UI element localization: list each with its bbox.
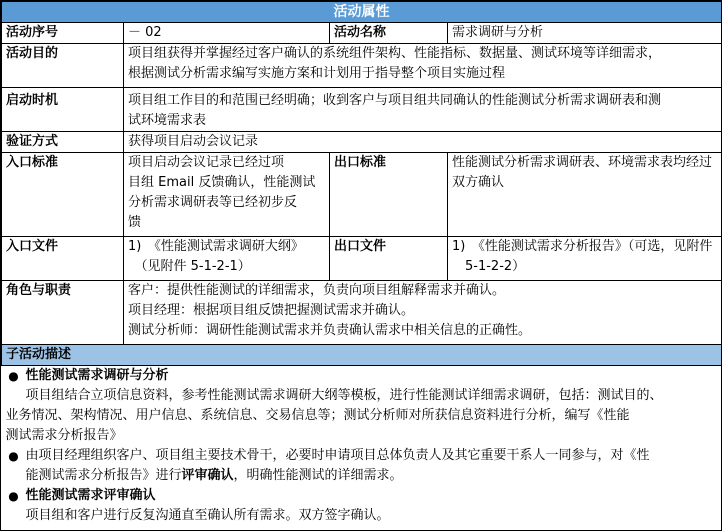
- sub-activity-line: 项目组结合立项信息资料，参考性能测试需求调研大纲等模板，进行性能测试详细需求调研，包括：测试目的、: [25, 388, 663, 403]
- role-line: 客户：提供性能测试的详细需求，负责向项目组解释需求并确认。: [128, 283, 506, 298]
- entry-criteria-value: [124, 153, 330, 237]
- sub-activity-title: 性能测试需求调研与分析: [25, 368, 169, 383]
- sub-activity-text: 由项目经理组织客户、项目组主要技术骨干，必要时申请项目总体负责人及其它重要干系人一同参与，对《性: [25, 448, 650, 463]
- seq-label: 活动序号: [2, 23, 124, 44]
- entry-criteria-label: 入口标准: [2, 153, 124, 237]
- start-line: 试环境需求表: [128, 113, 207, 128]
- sub-activity-line: [2, 466, 722, 486]
- sub-activity-item: [2, 446, 722, 466]
- sub-activity-item: [2, 486, 722, 506]
- verify-value: 获得项目启动会议记录: [124, 132, 722, 153]
- sub-activity-line: 业务情况、架构情况、用户信息、系统信息、交易信息等；测试分析师对所获信息资料进行分析，编写《性能: [5, 408, 630, 423]
- bullet-icon: ●: [8, 449, 19, 463]
- exit-criteria-value: [448, 153, 722, 237]
- purpose-value: [124, 44, 722, 88]
- sub-activity-line: 项目组和客户进行反复沟通直至确认所有需求。双方签字确认。: [25, 508, 390, 523]
- entry-line: 分析需求调研表等已经初步反: [128, 195, 298, 210]
- exit-line: 双方确认: [452, 175, 505, 190]
- activity-name-value: 需求调研与分析: [448, 23, 722, 44]
- entry-line: 项目启动会议记录已经过项: [128, 155, 285, 170]
- role-line: 测试分析师：调研性能测试需求并负责确认需求中相关信息的正确性。: [128, 323, 532, 338]
- entry-files-label: 入口文件: [2, 237, 124, 281]
- exit-file-line: 5-1-2-2）: [452, 259, 526, 274]
- start-line: 项目组工作目的和范围已经明确；收到客户与项目组共同确认的性能测试分析需求调研表和测: [128, 93, 662, 108]
- entry-file-line: （见附件 5-1-2-1）: [128, 259, 251, 274]
- bullet-icon: ●: [8, 489, 19, 503]
- start-value: [124, 88, 722, 132]
- exit-line: 性能测试分析需求调研表、环境需求表均经过: [452, 155, 713, 170]
- seq-value: － 02: [124, 23, 330, 44]
- exit-files-value: [448, 237, 722, 281]
- sub-activity-item: [2, 366, 722, 386]
- exit-criteria-label: 出口标准: [330, 153, 448, 237]
- exit-file-line: 1) 《性能测试需求分析报告》（可选，见附件: [452, 239, 713, 254]
- activity-name-label: 活动名称: [330, 23, 448, 44]
- sub-activity-title: 性能测试需求评审确认: [25, 488, 156, 503]
- entry-line: 馈: [128, 215, 142, 230]
- start-label: 启动时机: [2, 88, 124, 132]
- activity-attributes-table: [1, 1, 722, 526]
- purpose-label: 活动目的: [2, 44, 124, 88]
- review-text-post: ，明确性能测试的详细需求。: [233, 468, 403, 483]
- sub-activity-header: 子活动描述: [2, 345, 722, 366]
- review-text-pre: 能测试需求分析报告》进行: [25, 468, 182, 483]
- verify-label: 验证方式: [2, 132, 124, 153]
- sub-activity-body: [2, 366, 722, 527]
- entry-line: 目组 Email 反馈确认，性能测试: [128, 175, 316, 190]
- sub-activity-line: 测试需求分析报告》: [5, 428, 123, 443]
- bullet-icon: ●: [8, 369, 19, 383]
- roles-value: [124, 281, 722, 345]
- entry-files-value: [124, 237, 330, 281]
- purpose-line: 根据测试分析需求编写实施方案和计划用于指导整个项目实施过程: [128, 66, 506, 81]
- table-title: 活动属性: [2, 2, 722, 23]
- purpose-line: 项目组获得并掌握经过客户确认的系统组件架构、性能指标、数据量、测试环境等详细需求，: [128, 46, 662, 61]
- exit-files-label: 出口文件: [330, 237, 448, 281]
- review-text-bold: 评审确认: [181, 468, 234, 483]
- role-line: 项目经理：根据项目组反馈把握测试需求并确认。: [128, 303, 415, 318]
- roles-label: 角色与职责: [2, 281, 124, 345]
- entry-file-line: 1) 《性能测试需求调研大纲》: [128, 239, 304, 254]
